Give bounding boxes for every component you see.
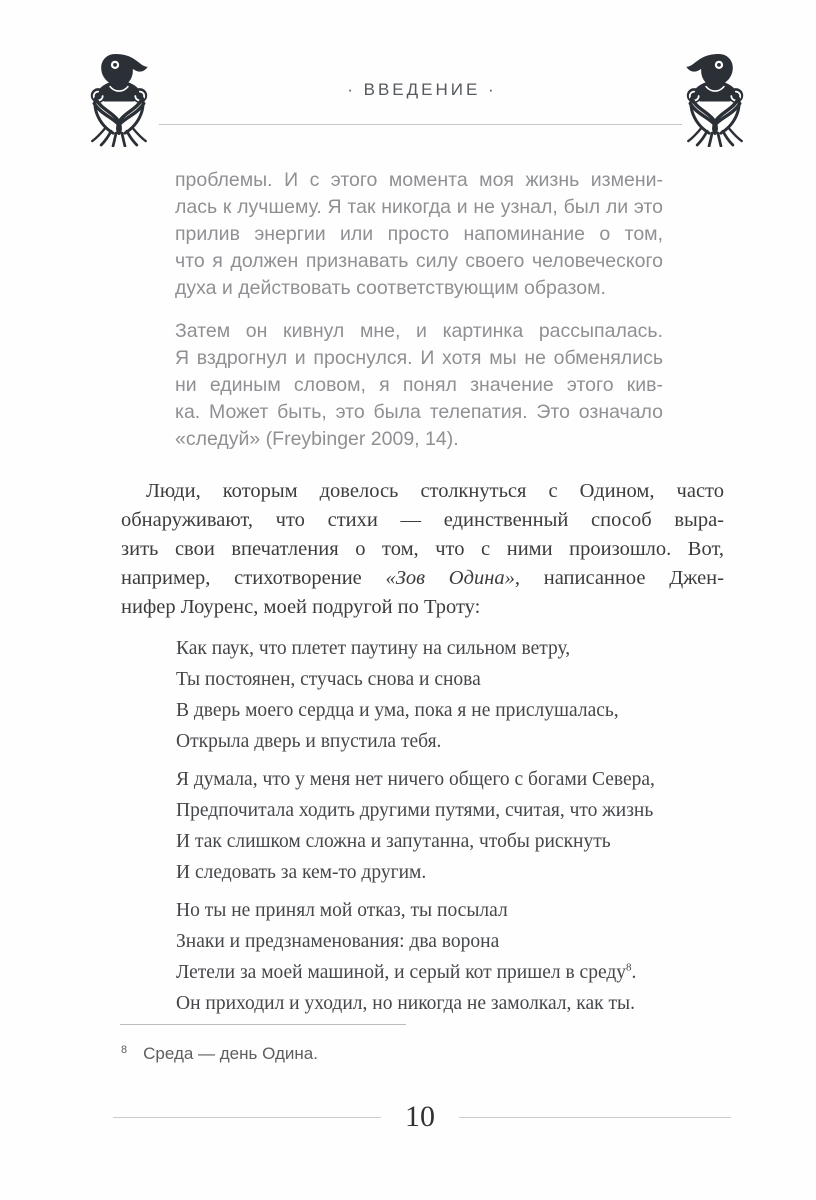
text-line: ни единым словом, я понял значение этого кив- <box>175 374 663 396</box>
text-line: Я думала, что у меня нет ничего общего с богами Севера, <box>176 769 655 790</box>
text-line: нифер Лоуренс, моей подругой по Троту: <box>121 596 481 618</box>
header-rule <box>159 124 682 125</box>
text-line: Открыла дверь и впустила тебя. <box>176 731 442 752</box>
text-line: Предпочитала ходить другими путями, считая, что жизнь <box>176 800 654 821</box>
text-line: Знаки и предзнаменования: два ворона <box>176 931 500 952</box>
text-line: Я вздрогнул и проснулся. И хотя мы не обменялись <box>175 347 663 369</box>
quote-paragraph <box>175 318 663 453</box>
footnote <box>121 1044 318 1064</box>
page-title: · ВВЕДЕНИЕ · <box>347 80 497 99</box>
text-line: зить свои впечатления о том, что с ними произошло. Вот, <box>121 538 724 560</box>
text-line: Летели за моей машиной, и серый кот пришел в среду$^8$. <box>176 961 637 983</box>
footer-rule-right <box>459 1117 731 1118</box>
text-line: Он приходил и уходил, но никогда не замолкал, как ты. <box>176 993 635 1014</box>
body-paragraph <box>121 477 724 622</box>
text-line: духа и действовать соответствующим образом. <box>175 277 606 299</box>
quote-paragraph <box>175 167 663 302</box>
text-line: обнаруживают, что стихи — единственный способ выра- <box>121 509 724 531</box>
poem-stanza <box>176 764 724 888</box>
text-line: Люди, которым довелось столкнуться с Одином, часто <box>146 480 724 502</box>
text-line: Ты постоянен, стучась снова и снова <box>176 669 481 690</box>
text-line: Но ты не принял мой отказ, ты посылал <box>176 900 508 921</box>
text-line: Как паук, что плетет паутину на сильном ветру, <box>176 638 571 659</box>
page-number: 10 <box>405 1100 435 1133</box>
text-line: ка. Может быть, это была телепатия. Это означало <box>175 401 663 423</box>
footer-rule-left <box>113 1117 381 1118</box>
text-line: «следуй» (Freybinger 2009, 14). <box>175 428 459 450</box>
footnote-rule <box>120 1024 406 1025</box>
poem-stanza <box>176 895 724 1019</box>
footnote-text: Среда — день Одина. <box>143 1044 318 1063</box>
page-footer <box>14 1100 816 1134</box>
text-line: например, стихотворение «Зов Одина», написанное Джен- <box>121 567 724 589</box>
text-line: Затем он кивнул мне, и картинка рассыпалась. <box>175 320 663 342</box>
text-line: лась к лучшему. Я так никогда и не узнал, был ли это <box>175 196 663 218</box>
text-line: И следовать за кем-то другим. <box>176 862 427 883</box>
footnote-marker: 8 <box>121 1044 128 1056</box>
text-line: И так слишком сложна и запутанна, чтобы рискнуть <box>176 831 611 852</box>
poem-stanza <box>176 633 724 757</box>
text-line: что я должен признавать силу своего человеческого <box>175 250 663 272</box>
poem <box>176 633 724 1019</box>
text-line: В дверь моего сердца и ума, пока я не прислушалась, <box>176 700 619 721</box>
text-line: проблемы. И с этого момента моя жизнь измени- <box>175 169 663 191</box>
text-line: прилив энергии или просто напоминание о том, <box>175 223 663 245</box>
